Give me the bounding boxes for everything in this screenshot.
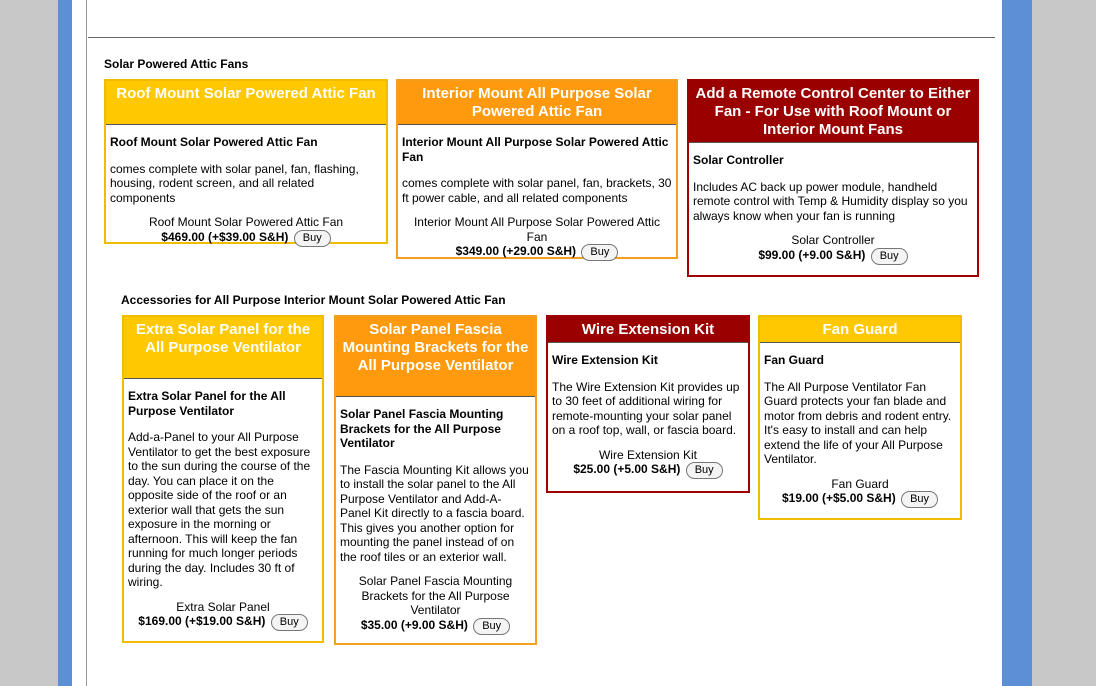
right-frame-bar	[1002, 0, 1032, 686]
product-card-solar-controller	[687, 79, 979, 277]
product-name: Solar Panel Fascia Mounting Brackets for the All Purpose Ventilator	[340, 407, 504, 450]
product-card-roof-mount	[104, 79, 388, 244]
left-background	[0, 0, 58, 686]
product-price: $19.00 (+$5.00 S&H)	[781, 491, 896, 505]
product-price: $469.00 (+$39.00 S&H)	[161, 229, 289, 244]
product-price: $35.00 (+9.00 S&H)	[360, 617, 468, 632]
product-description: comes complete with solar panel, fan, brackets, 30 ft power cable, and all related components	[402, 176, 672, 205]
product-name: Extra Solar Panel for the All Purpose Ventilator	[128, 389, 286, 418]
product-price: $25.00 (+5.00 S&H)	[573, 462, 681, 476]
card-header: Extra Solar Panel for the All Purpose Ventilator	[124, 317, 322, 379]
product-caption: Solar Panel Fascia Mounting Brackets for the All Purpose Ventilator	[358, 574, 513, 617]
product-name: Interior Mount All Purpose Solar Powered Attic Fan	[402, 135, 669, 164]
page-content	[72, 0, 1002, 686]
product-caption: Solar Controller	[791, 233, 875, 247]
product-price: $169.00 (+$19.00 S&H)	[138, 614, 266, 628]
product-card-wire-extension	[546, 315, 750, 493]
product-description: The All Purpose Ventilator Fan Guard protects your fan blade and motor from debris and rodent entry. It's easy to install and can help extend the life of your All Purpose Ventilator.	[764, 379, 952, 466]
product-description: Add-a-Panel to your All Purpose Ventilator to get the best exposure to the sun during the course of the day. You can place it on the opposite side of the roof or an exterior wall that gets the sun exposure in the morning or afternoon. This will keep the fan running for much longer periods during the day. Includes 30 ft of wiring.	[128, 430, 311, 589]
product-card-extra-solar-panel	[122, 315, 324, 643]
product-name: Fan Guard	[764, 353, 825, 367]
buy-button[interactable]: Buy	[871, 248, 908, 265]
product-price: $99.00 (+9.00 S&H)	[758, 247, 866, 262]
section-title-solar-fans: Solar Powered Attic Fans	[104, 57, 249, 71]
product-card-fascia-brackets	[334, 315, 537, 645]
card-header: Solar Panel Fascia Mounting Brackets for the All Purpose Ventilator	[336, 317, 535, 397]
product-description: The Wire Extension Kit provides up to 30 feet of additional wiring for remote-mounting your solar panel on a roof top, wall, or fascia board.	[552, 379, 740, 437]
buy-button[interactable]: Buy	[271, 614, 308, 631]
product-name: Wire Extension Kit	[552, 353, 658, 367]
card-header: Interior Mount All Purpose Solar Powered Attic Fan	[398, 81, 676, 125]
buy-button[interactable]: Buy	[686, 462, 723, 479]
left-frame-bar	[58, 0, 72, 686]
card-header: Wire Extension Kit	[548, 317, 748, 343]
buy-button[interactable]: Buy	[473, 618, 510, 635]
product-description: comes complete with solar panel, fan, flashing, housing, rodent screen, and all related components	[110, 161, 359, 205]
card-header: Roof Mount Solar Powered Attic Fan	[106, 81, 386, 125]
product-caption: Extra Solar Panel	[176, 599, 270, 614]
product-price: $349.00 (+29.00 S&H)	[455, 244, 577, 258]
card-header: Add a Remote Control Center to Either Fan - For Use with Roof Mount or Interior Mount Fans	[689, 81, 977, 143]
product-caption: Fan Guard	[831, 476, 889, 491]
product-description: The Fascia Mounting Kit allows you to install the solar panel to the All Purpose Ventilator and Add-A-Panel Kit directly to a fascia board. This gives you another option for mounting the panel instead of on the roof tiles or an exterior wall.	[340, 462, 529, 564]
product-name: Roof Mount Solar Powered Attic Fan	[110, 135, 318, 149]
product-description: Includes AC back up power module, handheld remote control with Temp & Humidity display so you always know when your fan is running	[693, 179, 968, 223]
buy-button[interactable]: Buy	[294, 230, 331, 247]
product-card-fan-guard	[758, 315, 962, 520]
product-name: Solar Controller	[693, 153, 784, 167]
buy-button[interactable]: Buy	[581, 244, 618, 261]
section-title-accessories: Accessories for All Purpose Interior Mount Solar Powered Attic Fan	[121, 293, 506, 307]
buy-button[interactable]: Buy	[901, 491, 938, 508]
product-card-interior-mount	[396, 79, 678, 259]
product-caption: Roof Mount Solar Powered Attic Fan	[148, 215, 344, 229]
product-caption: Wire Extension Kit	[598, 447, 698, 462]
content-border	[86, 0, 87, 686]
product-caption: Interior Mount All Purpose Solar Powered Attic Fan	[413, 215, 661, 244]
divider	[88, 37, 995, 38]
card-header: Fan Guard	[760, 317, 960, 343]
